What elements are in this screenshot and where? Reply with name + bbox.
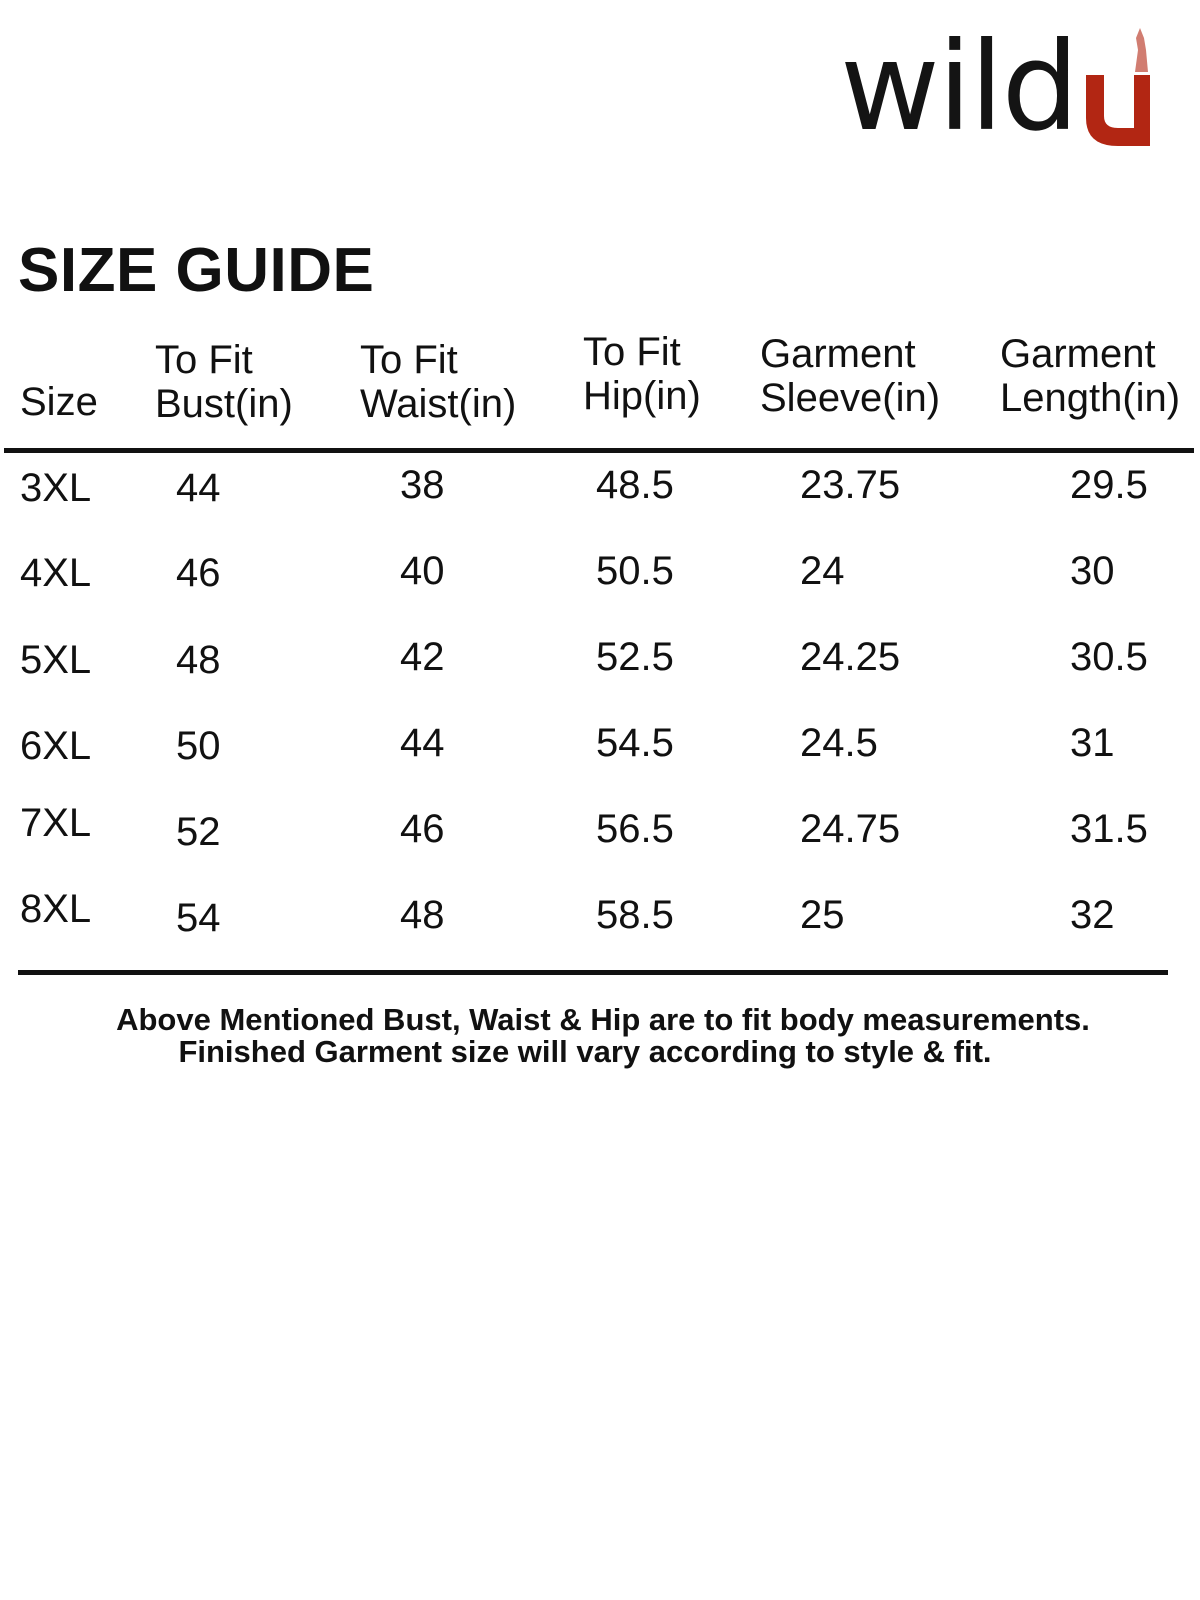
cell-size: 8XL xyxy=(20,887,92,931)
logo-u-mark-icon xyxy=(1084,20,1164,155)
footer-divider xyxy=(18,970,1168,975)
cell-hip: 52.5 xyxy=(596,635,674,679)
cell-waist: 38 xyxy=(400,463,445,507)
cell-length: 31 xyxy=(1070,721,1115,765)
cell-length: 30.5 xyxy=(1070,635,1148,679)
cell-waist: 40 xyxy=(400,549,445,593)
cell-hip: 54.5 xyxy=(596,721,674,765)
header-size: Size xyxy=(20,380,98,424)
logo-wordmark: wild xyxy=(840,16,1078,158)
cell-hip: 56.5 xyxy=(596,807,674,851)
cell-bust: 52 xyxy=(176,810,221,854)
cell-bust: 50 xyxy=(176,724,221,768)
header-length: Garment Length(in) xyxy=(1000,332,1181,420)
header-bust: To Fit Bust(in) xyxy=(155,338,293,426)
cell-bust: 48 xyxy=(176,638,221,682)
cell-size: 3XL xyxy=(20,466,92,510)
cell-sleeve: 24.75 xyxy=(800,807,901,851)
header-hip: To Fit Hip(in) xyxy=(583,330,701,418)
cell-sleeve: 24.5 xyxy=(800,721,878,765)
header-sleeve: Garment Sleeve(in) xyxy=(760,332,941,420)
cell-bust: 44 xyxy=(176,466,221,510)
cell-waist: 42 xyxy=(400,635,445,679)
page-title: SIZE GUIDE xyxy=(18,236,375,305)
header-divider xyxy=(4,448,1194,453)
cell-sleeve: 25 xyxy=(800,893,845,937)
cell-length: 29.5 xyxy=(1070,463,1148,507)
cell-sleeve: 23.75 xyxy=(800,463,901,507)
cell-size: 7XL xyxy=(20,801,92,845)
header-waist: To Fit Waist(in) xyxy=(360,338,517,426)
cell-bust: 46 xyxy=(176,551,221,595)
cell-sleeve: 24 xyxy=(800,549,845,593)
cell-hip: 50.5 xyxy=(596,549,674,593)
cell-length: 32 xyxy=(1070,893,1115,937)
cell-size: 5XL xyxy=(20,638,92,682)
cell-bust: 54 xyxy=(176,896,221,940)
fit-note: Above Mentioned Bust, Waist & Hip are to fit body measurements. xyxy=(116,1002,1090,1037)
cell-waist: 48 xyxy=(400,893,445,937)
cell-length: 30 xyxy=(1070,549,1115,593)
variation-note: Finished Garment size will vary according to style & fit. xyxy=(178,1034,992,1069)
cell-hip: 58.5 xyxy=(596,893,674,937)
cell-size: 6XL xyxy=(20,724,92,768)
cell-length: 31.5 xyxy=(1070,807,1148,851)
cell-hip: 48.5 xyxy=(596,463,674,507)
cell-waist: 44 xyxy=(400,721,445,765)
cell-size: 4XL xyxy=(20,551,92,595)
brand-logo xyxy=(840,16,1180,160)
cell-waist: 46 xyxy=(400,807,445,851)
cell-sleeve: 24.25 xyxy=(800,635,901,679)
